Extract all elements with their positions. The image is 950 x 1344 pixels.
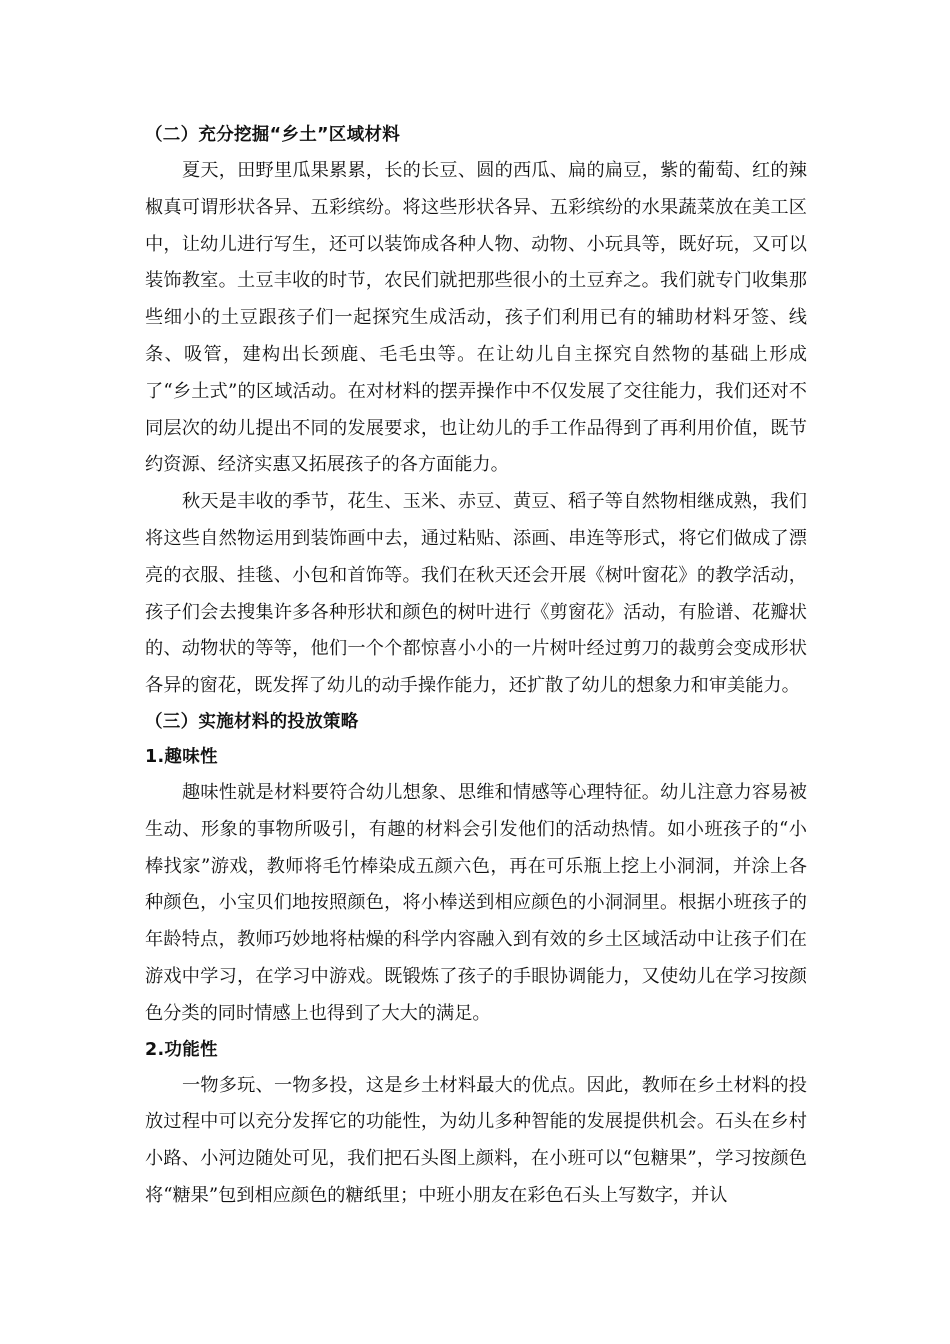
document-body xyxy=(145,118,807,1215)
paragraph-autumn: 秋天是丰收的季节，花生、玉米、赤豆、黄豆、稻子等自然物相继成熟，我们将这些自然物运用到装饰画中去，通过粘贴、添画、串连等形式，将它们做成了漂亮的衣服、挂毯、小包和首饰等。我们在秋天还会开展《树叶窗花》的教学活动，孩子们会去搜集许多各种形状和颜色的树叶进行《剪窗花》活动，有脸谱、花瓣状的、动物状的等等，他们一个个都惊喜小小的一片树叶经过剪刀的裁剪会变成形状各异的窗花，既发挥了幼儿的动手操作能力，还扩散了幼儿的想象力和审美能力。 xyxy=(145,491,807,697)
section-heading-3: （三）实施材料的投放策略 xyxy=(145,711,359,732)
paragraph-function: 一物多玩、一物多投，这是乡土材料最大的优点。因此，教师在乡土材料的投放过程中可以充分发挥它的功能性，为幼儿多种智能的发展提供机会。石头在乡村小路、小河边随处可见，我们把石头图上颜料，在小班可以“包糖果”，学习按颜色将“糖果”包到相应颜色的糖纸里；中班小朋友在彩色石头上写数字，并认 xyxy=(145,1074,807,1206)
section-heading-2: （二）充分挖掘“乡土”区域材料 xyxy=(145,125,401,145)
paragraph-interest: 趣味性就是材料要符合幼儿想象、思维和情感等心理特征。幼儿注意力容易被生动、形象的事物所吸引，有趣的材料会引发他们的活动热情。如小班孩子的“小棒找家”游戏，教师将毛竹棒染成五颜六色，再在可乐瓶上挖上小洞洞，并涂上各种颜色，小宝贝们地按照颜色，将小棒送到相应颜色的小洞洞里。根据小班孩子的年龄特点，教师巧妙地将枯燥的科学内容融入到有效的乡土区域活动中让孩子们在游戏中学习，在学习中游戏。既锻炼了孩子的手眼协调能力，又使幼儿在学习按颜色分类的同时情感上也得到了大大的满足。 xyxy=(145,781,807,1024)
paragraph-summer: 夏天，田野里瓜果累累，长的长豆、圆的西瓜、扁的扁豆，紫的葡萄、红的辣椒真可谓形状各异、五彩缤纷。将这些形状各异、五彩缤纷的水果蔬菜放在美工区中，让幼儿进行写生，还可以装饰成各种人物、动物、小玩具等，既好玩，又可以装饰教室。土豆丰收的时节，农民们就把那些很小的土豆弃之。我们就专门收集那些细小的土豆跟孩子们一起探究生成活动，孩子们利用已有的辅助材料牙签、线条、吸管，建构出长颈鹿、毛毛虫等。在让幼儿自主探究自然物的基础上形成了“乡土式”的区域活动。在对材料的摆弄操作中不仅发展了交往能力，我们还对不同层次的幼儿提出不同的发展要求，也让幼儿的手工作品得到了再利用价值，既节约资源、经济实惠又拓展孩子的各方面能力。 xyxy=(145,160,807,476)
subheading-interest: 1.趣味性 xyxy=(145,746,218,767)
subheading-function: 2.功能性 xyxy=(145,1039,218,1060)
